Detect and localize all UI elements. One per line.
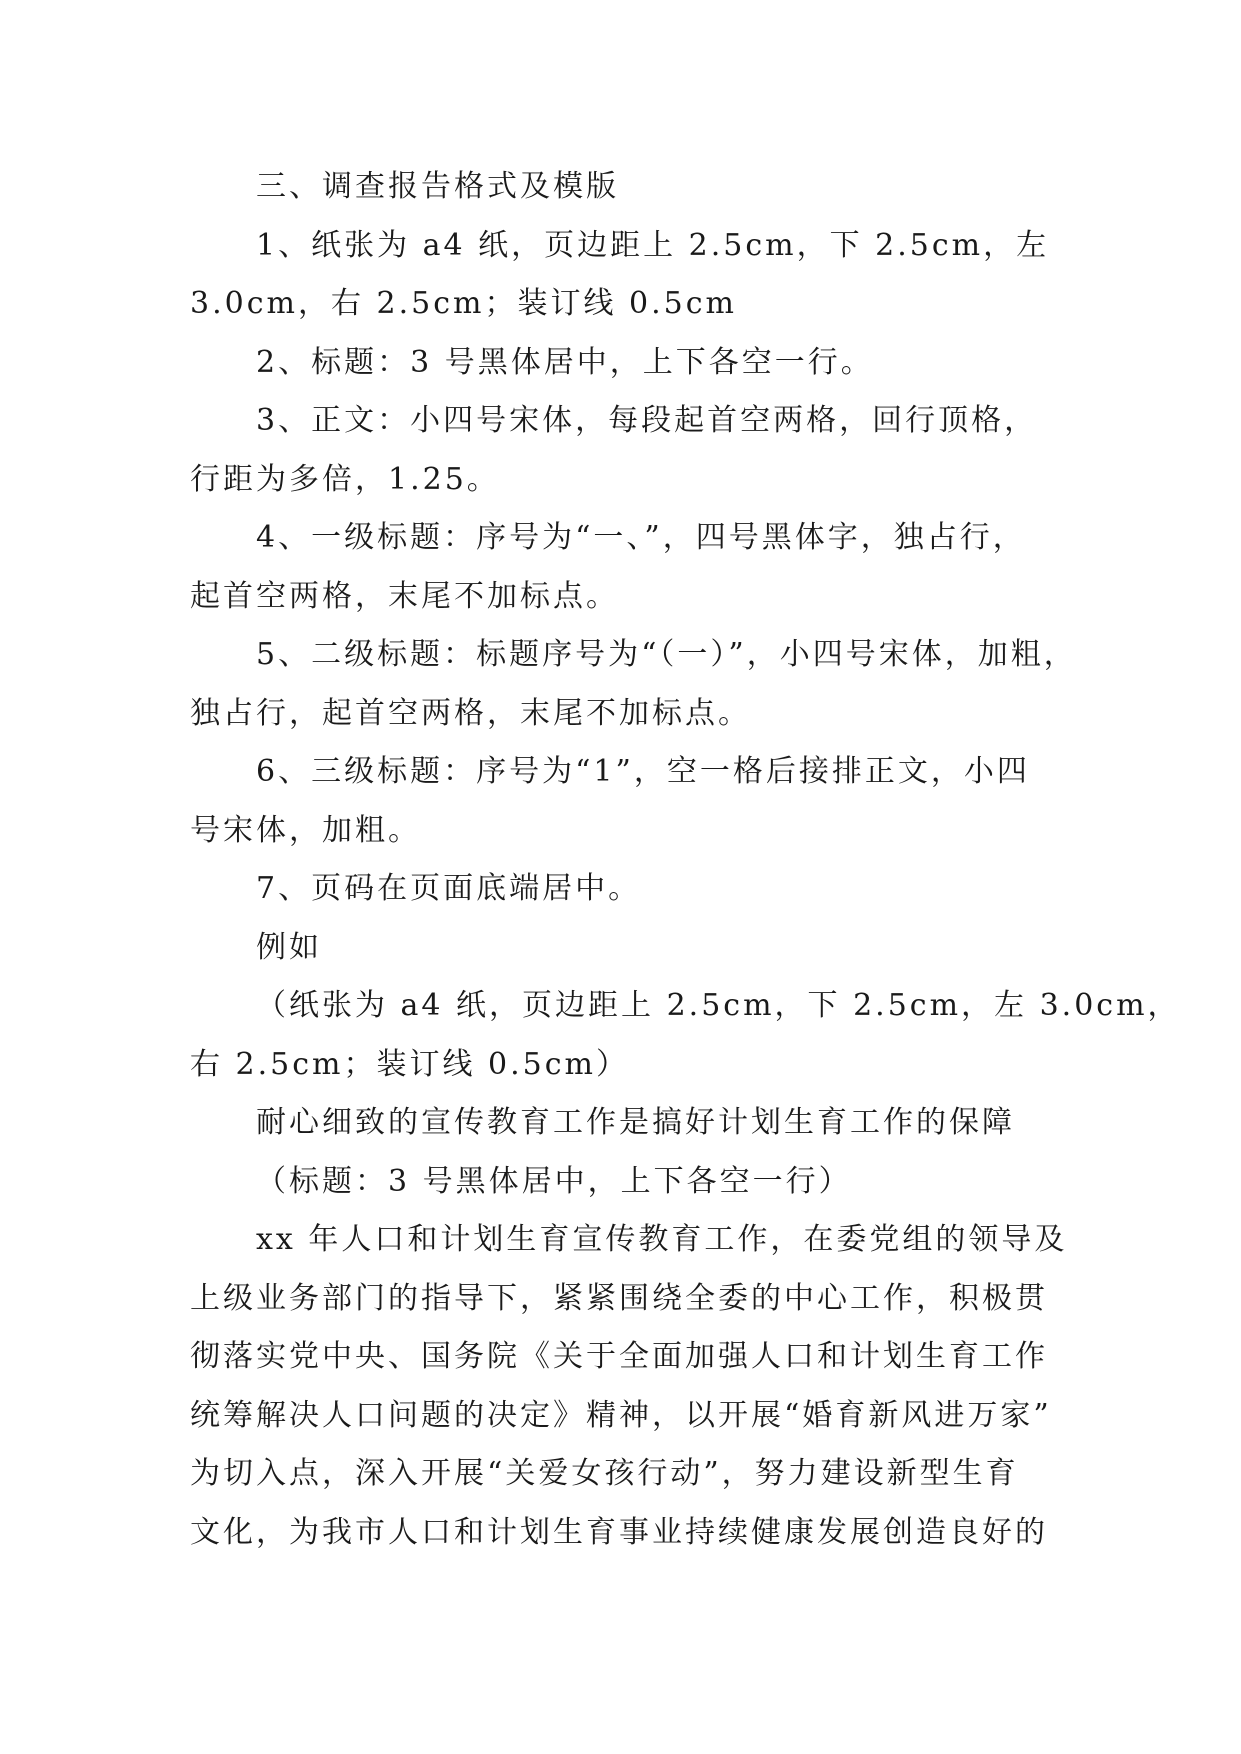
document-body [190, 158, 1181, 1562]
text-line: 4、一级标题：序号为“一、”，四号黑体字，独占行， [256, 520, 1026, 555]
example-title: 耐心细致的宣传教育工作是搞好计划生育工作的保障 [256, 1105, 1015, 1140]
text-line: 7、页码在页面底端居中。 [256, 871, 642, 906]
text-line: 5、二级标题：标题序号为“（一）”，小四号宋体，加粗， [256, 637, 1077, 672]
text-line: 文化，为我市人口和计划生育事业持续健康发展创造良好的 [190, 1514, 1048, 1550]
text-line: 3.0cm，右 2.5cm；装订线 0.5cm [190, 286, 737, 321]
text-line: 彻落实党中央、国务院《关于全面加强人口和计划生育工作 [190, 1339, 1048, 1374]
text-line: 行距为多倍，1.25。 [190, 461, 500, 497]
section-heading: 三、调查报告格式及模版 [256, 169, 619, 204]
text-line: 例如 [256, 929, 322, 965]
text-line: 1、纸张为 a4 纸，页边距上 2.5cm，下 2.5cm，左 [256, 227, 1050, 263]
text-line: 3、正文：小四号宋体，每段起首空两格，回行顶格， [256, 403, 1038, 438]
text-line: 号宋体，加粗。 [190, 812, 421, 848]
text-line: 统筹解决人口问题的决定》精神，以开展“婚育新风进万家” [190, 1397, 1052, 1433]
text-line: （标题：3 号黑体居中，上下各空一行） [256, 1163, 852, 1199]
text-line: 6、三级标题：序号为“1”，空一格后接排正文，小四 [256, 754, 1030, 789]
text-line: 2、标题：3 号黑体居中，上下各空一行。 [256, 344, 874, 380]
text-line: 上级业务部门的指导下，紧紧围绕全委的中心工作，积极贯 [190, 1280, 1048, 1316]
text-line: 独占行，起首空两格，末尾不加标点。 [190, 695, 751, 731]
text-line: 起首空两格，末尾不加标点。 [190, 578, 619, 614]
text-line: 为切入点，深入开展“关爱女孩行动”，努力建设新型生育 [190, 1456, 1019, 1491]
text-line: 右 2.5cm；装订线 0.5cm） [190, 1046, 629, 1082]
text-line: （纸张为 a4 纸，页边距上 2.5cm，下 2.5cm，左 3.0cm， [256, 988, 1181, 1023]
text-line: xx 年人口和计划生育宣传教育工作，在委党组的领导及 [256, 1222, 1068, 1257]
